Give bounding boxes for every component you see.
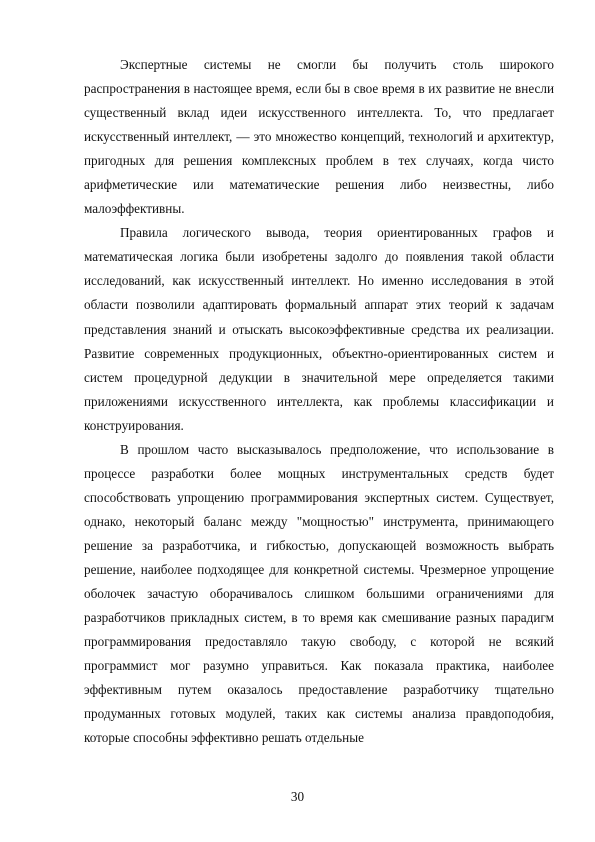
paragraph-tools-balance: В прошлом часто высказывалось предположение, что использование в процессе разработки более мощных инструментальных средств будет способствовать упрощению программирования экспертных систем. Существует, однако, некоторый баланс между "мощностью" инструмента, принимающего решение за разработчика, и гибкостью, допускающей возможность выбрать решение, наиболее подходящее для конкретной системы. Чрезмерное упрощение оболочек зачастую оборачивалось слишком большими ограничениями для разработчиков прикладных систем, в то время как смешивание разных парадигм программирования предоставляло такую свободу, с которой не всякий программист мог разумно управиться. Как показала практика, наиболее эффективным путем оказалось предоставление разработчику тщательно продуманных готовых модулей, таких как системы анализа правдоподобия, которые способны эффективно решать отдельные xyxy=(84,441,554,746)
body-text xyxy=(84,53,554,750)
paragraph-inference-rules: Правила логического вывода, теория ориентированных графов и математическая логика были изобретены задолго до появления такой области исследований, как искусственный интеллект. Но именно исследования в этой области позволили адаптировать формальный аппарат этих теорий к задачам представления знаний и отыскать высокоэффективные средства их реализации. Развитие современных продукционных, объектно-ориентированных систем и систем процедурной дедукции в значительной мере определяется такими приложениями искусственного интеллекта, как проблемы классификации и конструирования. xyxy=(84,225,554,433)
page-number: 30 xyxy=(290,789,305,804)
paragraph-expert-systems: Экспертные системы не смогли бы получить столь широкого распространения в настоящее время, если бы в свое время в их развитие не внесли существенный вклад идеи искусственного интеллекта. То, что предлагает искусственный интеллект, — это множество концепций, технологий и архитектур, пригодных для решения комплексных проблем в тех случаях, когда чисто арифметические или математические решения либо неизвестны, либо малоэффективны. xyxy=(84,57,554,217)
